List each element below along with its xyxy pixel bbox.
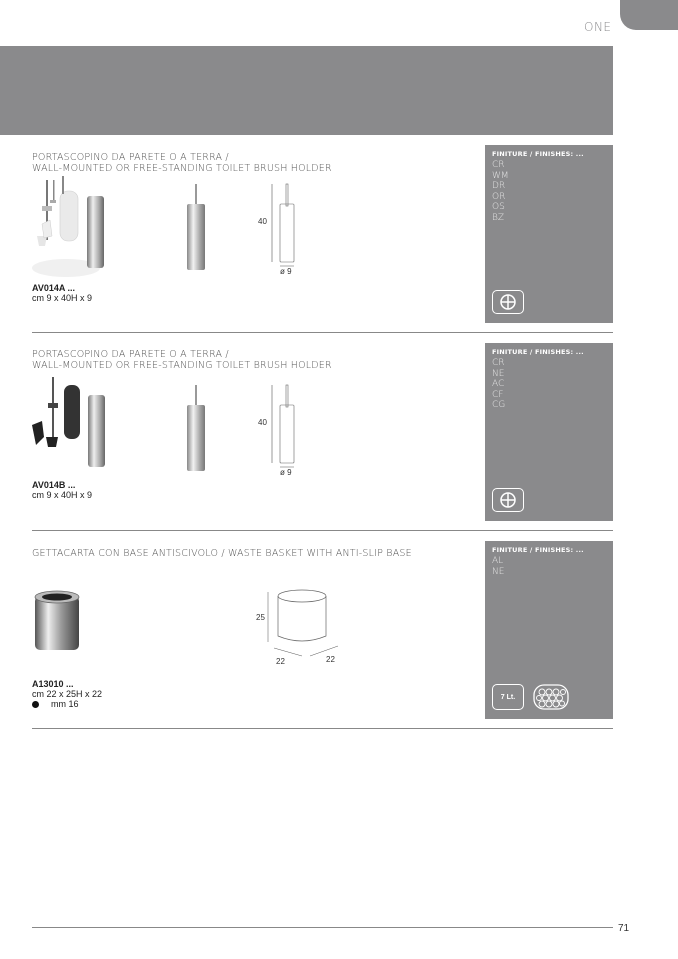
product-dimensions: cm 9 x 40H x 9 <box>32 490 93 500</box>
bullet-dot-icon <box>32 701 39 708</box>
technical-drawing-brush-holder <box>252 381 332 481</box>
finishes-heading: FINITURE / FINISHES: ... <box>492 546 584 554</box>
section-divider <box>32 332 613 333</box>
finish-item: DR <box>492 181 506 191</box>
finish-item: NE <box>492 368 505 379</box>
product-dimensions: cm 9 x 40H x 9 <box>32 293 93 303</box>
finishes-heading: FINITURE / FINISHES: ... <box>492 348 584 356</box>
finishes-panel-1 <box>485 145 613 323</box>
product-photo-freestanding <box>182 383 212 475</box>
finishes-panel-2 <box>485 343 613 521</box>
product-dimensions: cm 22 x 25H x 22 <box>32 689 103 699</box>
page-number: 71 <box>618 923 630 934</box>
technical-drawing-brush-holder <box>252 180 332 280</box>
finish-item: CR <box>492 358 505 368</box>
diameter-dimension-label: ø 9 <box>280 267 292 276</box>
product-photo-wall-set-black <box>32 377 112 477</box>
anti-slip-pattern-icon <box>533 684 569 710</box>
brand-label: ONE <box>584 20 612 34</box>
section-title: GETTACARTA CON BASE ANTISCIVOLO / WASTE BASKET WITH ANTI-SLIP BASE <box>32 548 412 559</box>
brush-holder-emblem-icon <box>492 290 524 314</box>
height-dimension-label: 40 <box>258 418 267 427</box>
footer-divider <box>32 927 613 928</box>
finish-item: WM <box>492 170 509 181</box>
product-photo-wall-set <box>32 176 112 281</box>
finish-item: AL <box>492 556 504 566</box>
product-code: A13010 ... <box>32 679 74 689</box>
section-title: PORTASCOPINO DA PARETE O A TERRA / WALL-MOUNTED OR FREE-STANDING TOILET BRUSH HOLDER <box>32 152 332 174</box>
height-dimension-label: 40 <box>258 217 267 226</box>
diameter-dimension-label: ø 9 <box>280 468 292 477</box>
finish-item: NE <box>492 566 505 577</box>
finishes-panel-3 <box>485 541 613 719</box>
height-dimension-label: 25 <box>256 613 265 622</box>
product-code: AV014A ... <box>32 283 76 293</box>
capacity-badge-icon: 7 Lt. <box>492 684 524 710</box>
finishes-list <box>492 556 606 577</box>
product-photo-waste-basket <box>32 588 82 654</box>
chapter-tab <box>620 0 678 30</box>
thickness-note: mm 16 <box>32 699 79 709</box>
finish-item: OS <box>492 202 505 212</box>
finishes-list <box>492 160 606 223</box>
brush-holder-emblem-icon <box>492 488 524 512</box>
product-photo-freestanding <box>182 182 212 274</box>
finish-item: AC <box>492 379 505 389</box>
finish-item: CG <box>492 400 506 410</box>
finishes-heading: FINITURE / FINISHES: ... <box>492 150 584 158</box>
finish-item: BZ <box>492 212 505 223</box>
section-divider <box>32 728 613 729</box>
technical-drawing-waste-basket <box>254 586 374 670</box>
finishes-list <box>492 358 606 411</box>
finish-item: CF <box>492 389 504 400</box>
section-divider <box>32 530 613 531</box>
header-banner <box>0 46 613 135</box>
finish-item: OR <box>492 191 506 202</box>
product-code: AV014B ... <box>32 480 76 490</box>
finish-item: CR <box>492 160 505 170</box>
section-title: PORTASCOPINO DA PARETE O A TERRA / WALL-MOUNTED OR FREE-STANDING TOILET BRUSH HOLDER <box>32 349 332 371</box>
depth-dimension-label: 22 <box>326 655 335 664</box>
width-dimension-label: 22 <box>276 657 285 666</box>
